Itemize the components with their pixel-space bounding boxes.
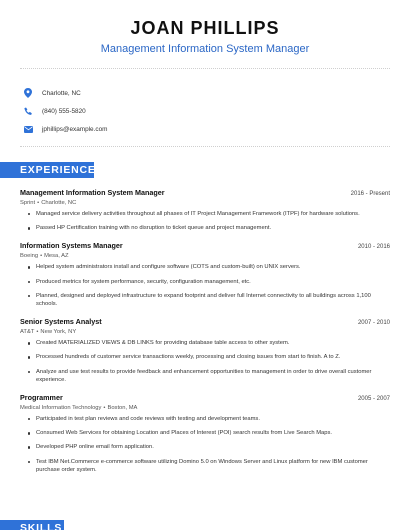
job-meta: AT&T • New York, NY [20, 329, 77, 336]
contact-phone [22, 102, 107, 120]
job-location: Boston, MA [107, 405, 138, 412]
job-bullet: Planned, designed and deployed infrastructure to expand footprint and deliver full Internet connectivity to all buildings across 1,100 schools. [28, 292, 390, 308]
contact-location-text: Charlotte, NC [42, 89, 81, 97]
contact-phone-text: (840) 555-5820 [42, 107, 86, 115]
email-icon [22, 123, 34, 135]
job-title: Senior Systems Analyst [20, 317, 102, 327]
job-bullet: Passed HP Certification training with no disruption to ticket queue and project management. [28, 224, 390, 232]
job-entry [20, 393, 390, 474]
job-bullet: Processed hundreds of customer service transactions weekly, processing and closing issues from start to finish. A to Z. [28, 353, 390, 361]
experience-heading: EXPERIENCE [0, 162, 94, 178]
job-bullet: Produced metrics for system performance, security, configuration management, etc. [28, 278, 390, 286]
experience-list [20, 188, 390, 483]
job-bullet: Test IBM Net.Commerce e-commerce software utilizing Domino 5.0 on Windows Server and Linux platform for new IBM customer purchase order system. [28, 458, 390, 474]
job-meta: Medical Information Technology • Boston, MA [20, 405, 138, 412]
job-bullet: Helped system administrators install and configure software (COTS and custom-built) on UNIX servers. [28, 263, 390, 271]
job-location: New York, NY [40, 329, 77, 336]
job-bullets [20, 415, 390, 474]
job-meta: Sprint • Charlotte, NC [20, 200, 77, 206]
job-company: Medical Information Technology [20, 405, 102, 412]
job-bullets [20, 339, 390, 384]
job-title: Information Systems Manager [20, 241, 123, 251]
job-dates: 2010 - 2016 [357, 244, 390, 251]
job-dates: 2005 - 2007 [357, 396, 390, 403]
job-bullets [20, 210, 390, 232]
contact-email [22, 120, 107, 138]
phone-icon [22, 105, 34, 117]
job-location: Mesa, AZ [44, 253, 69, 260]
job-entry [20, 317, 390, 384]
job-location: Charlotte, NC [41, 200, 77, 206]
contact-email-text: jphillips@example.com [42, 125, 108, 133]
job-company: AT&T [20, 329, 35, 336]
job-bullet: Developed PHP online email form application. [28, 443, 390, 451]
job-bullet: Participated in test plan reviews and code reviews with testing and development teams. [28, 415, 390, 423]
job-title: Management Information System Manager [20, 188, 165, 197]
job-company: Sprint [20, 200, 36, 206]
map-pin-icon [22, 87, 34, 99]
job-bullet: Consumed Web Services for obtaining Location and Places of Interest (POI) search results from Live Search Maps. [28, 429, 390, 437]
contact-list [22, 84, 107, 138]
job-bullets [20, 263, 390, 308]
contact-divider [20, 146, 390, 147]
resume-header [0, 0, 410, 55]
job-bullet: Analyze and use test results to provide feedback and enhancement opportunities to management in order to drive overall customer experience. [28, 368, 390, 384]
job-dates: 2016 - Present [350, 191, 390, 197]
header-divider [20, 68, 390, 69]
job-bullet: Created MATERIALIZED VIEWS & DB LINKS for providing database table access to other system. [28, 339, 390, 347]
job-dates: 2007 - 2010 [357, 320, 390, 327]
job-bullet: Managed service delivery activities throughout all phases of IT Project Management Framework (ITPF) for hardware solutions. [28, 210, 390, 218]
job-title: Programmer [20, 393, 63, 403]
job-company: Boeing [20, 253, 39, 260]
candidate-name: JOAN PHILLIPS [130, 18, 280, 38]
contact-location [22, 84, 107, 102]
job-entry [20, 188, 390, 232]
candidate-title: Management Information System Manager [100, 43, 310, 55]
job-entry [20, 241, 390, 308]
skills-heading: SKILLS [0, 520, 64, 530]
job-meta: Boeing • Mesa, AZ [20, 253, 69, 260]
